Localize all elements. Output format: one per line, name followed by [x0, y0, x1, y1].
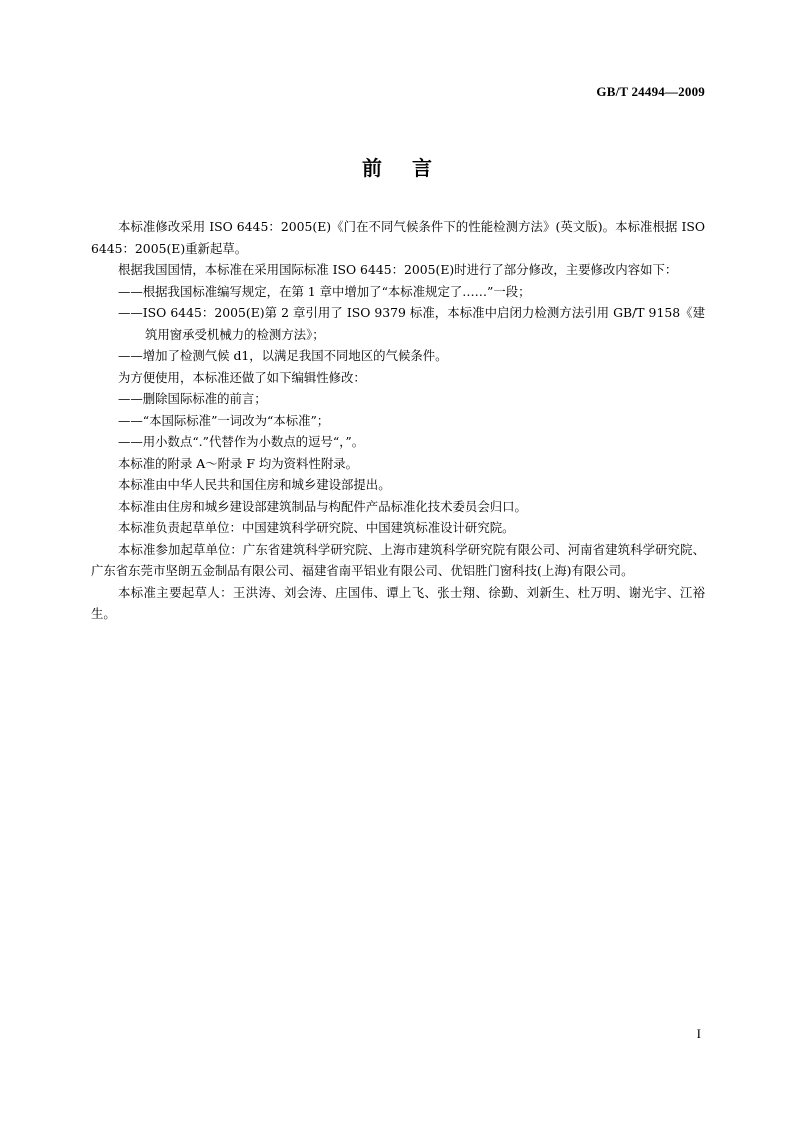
- list-item-editorial-1: ——删除国际标准的前言；: [118, 391, 267, 406]
- paragraph-adoption: 本标准修改采用 ISO 6445：2005(E)《门在不同气候条件下的性能检测方法》(英文版)。本标准根据 ISO 6445：2005(E)重新起草。: [91, 219, 705, 256]
- standard-code-header: GB/T 24494—2009: [596, 84, 705, 99]
- list-item-modification-2: ——ISO 6445：2005(E)第 2 章引用了 ISO 9379 标准，本标准中启闭力检测方法引用 GB/T 9158《建筑用窗承受机械力的检测方法》；: [118, 305, 705, 342]
- page-number: I: [696, 1026, 701, 1041]
- paragraph-annexes: 本标准的附录 A～附录 F 均为资料性附录。: [118, 455, 359, 471]
- list-item-modification-3: ——增加了检测气候 d1，以满足我国不同地区的气候条件。: [118, 348, 448, 363]
- paragraph-proposed-by: 本标准由中华人民共和国住房和城乡建设部提出。: [118, 477, 391, 492]
- paragraph-editorial-intro: 为方便使用，本标准还做了如下编辑性修改：: [118, 369, 366, 385]
- paragraph-drafting-organizations: 本标准负责起草单位：中国建筑科学研究院、中国建筑标准设计研究院。: [118, 520, 515, 535]
- list-item-editorial-2: ——“本国际标准”一词改为“本标准”；: [118, 412, 330, 428]
- paragraph-drafters: 本标准主要起草人：王洪涛、刘会涛、庄国伟、谭上飞、张士翔、徐勤、刘新生、杜万明、谢光宇、江裕生。: [91, 584, 705, 621]
- foreword-body: [91, 216, 705, 625]
- paragraph-participating-organizations: 本标准参加起草单位：广东省建筑科学研究院、上海市建筑科学研究院有限公司、河南省建筑科学研究院、广东省东莞市坚朗五金制品有限公司、福建省南平铝业有限公司、优铝胜门窗科技(上海)有限公司。: [91, 541, 705, 578]
- page-title: 前言: [362, 156, 462, 180]
- paragraph-modifications-intro: 根据我国国情，本标准在采用国际标准 ISO 6445：2005(E)时进行了部分修改，主要修改内容如下：: [118, 262, 678, 277]
- list-item-editorial-3: ——用小数点“.”代替作为小数点的逗号“，”。: [118, 434, 365, 449]
- list-item-modification-1: ——根据我国标准编写规定，在第 1 章中增加了“本标准规定了……”一段；: [118, 283, 531, 299]
- paragraph-administered-by: 本标准由住房和城乡建设部建筑制品与构配件产品标准化技术委员会归口。: [118, 498, 527, 514]
